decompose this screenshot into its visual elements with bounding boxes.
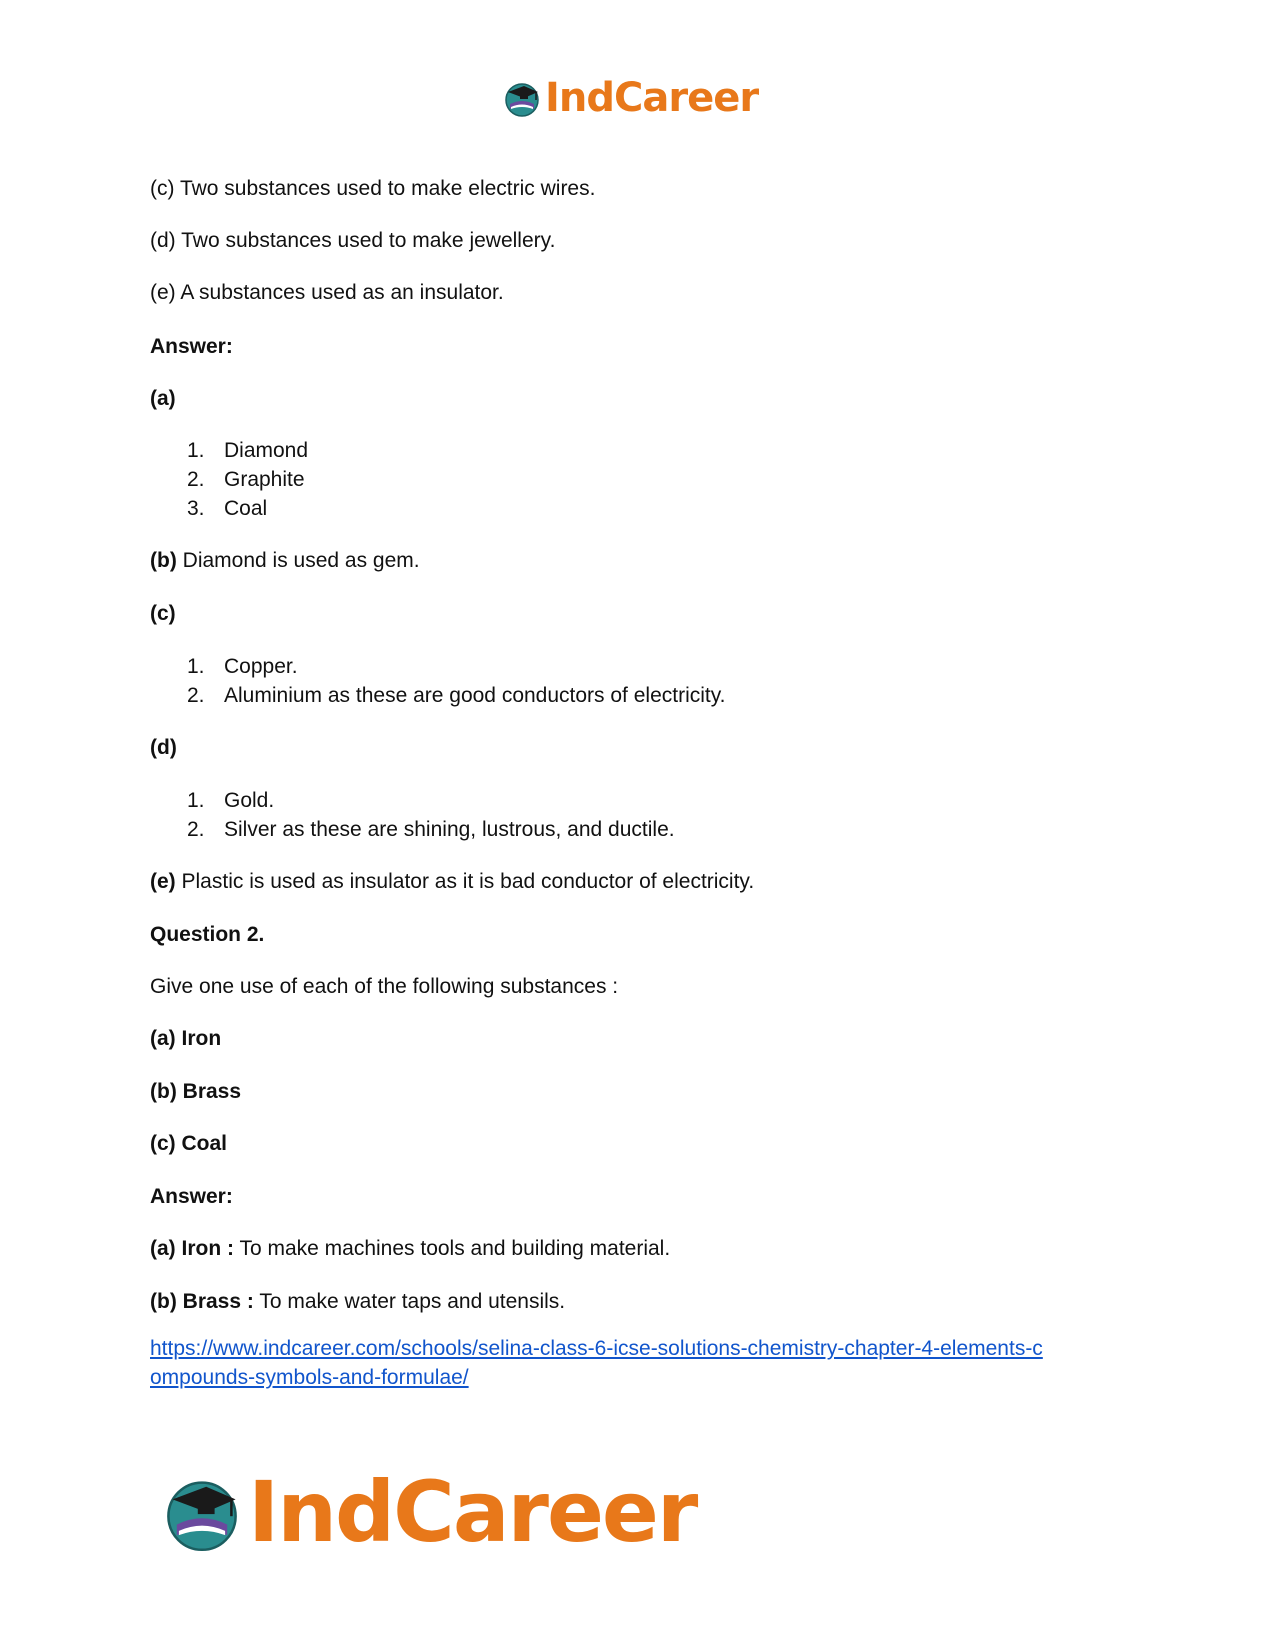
answer-2b-text: (b) Brass : To make water taps and utensils. — [150, 1290, 566, 1313]
list-item: 2. Aluminium as these are good conductors of electricity. — [187, 684, 726, 707]
answer-2-heading: Answer: — [150, 1185, 233, 1208]
answer-d-label: (d) — [150, 736, 177, 759]
header-logo-text: IndCareer — [545, 75, 759, 121]
answer-e-text: (e) Plastic is used as insulator as it is bad conductor of electricity. — [150, 870, 755, 893]
answer-c-label: (c) — [150, 602, 176, 625]
question-1d-text: (d) Two substances used to make jewellery. — [150, 229, 556, 252]
graduation-globe-icon — [160, 1470, 244, 1554]
list-item: 1. Gold. — [187, 789, 275, 812]
answer-b-text: (b) Diamond is used as gem. — [150, 549, 420, 572]
list-item: 2. Graphite — [187, 468, 305, 491]
graduation-globe-icon — [502, 78, 542, 118]
question-1e-text: (e) A substances used as an insulator. — [150, 281, 504, 304]
question-2-heading: Question 2. — [150, 923, 265, 946]
list-item: 3. Coal — [187, 497, 268, 520]
question-2c: (c) Coal — [150, 1132, 228, 1155]
list-item: 1. Diamond — [187, 439, 309, 462]
list-item: 2. Silver as these are shining, lustrous, and ductile. — [187, 818, 675, 841]
source-link-line-1[interactable]: https://www.indcareer.com/schools/selina-class-6-icse-solutions-chemistry-chapter-4-elements-c — [150, 1337, 1043, 1360]
answer-a-label: (a) — [150, 387, 176, 410]
question-2-prompt: Give one use of each of the following substances : — [150, 975, 619, 998]
footer-logo-text: IndCareer — [248, 1463, 697, 1561]
answer-heading: Answer: — [150, 335, 233, 358]
question-2a: (a) Iron — [150, 1027, 222, 1050]
list-item: 1. Copper. — [187, 655, 298, 678]
answer-2a-text: (a) Iron : To make machines tools and building material. — [150, 1237, 671, 1260]
source-link-line-2[interactable]: ompounds-symbols-and-formulae/ — [150, 1366, 469, 1389]
question-2b: (b) Brass — [150, 1080, 242, 1103]
question-1c-text: (c) Two substances used to make electric wires. — [150, 177, 596, 200]
footer-logo — [160, 1463, 697, 1561]
header-logo — [502, 75, 759, 121]
